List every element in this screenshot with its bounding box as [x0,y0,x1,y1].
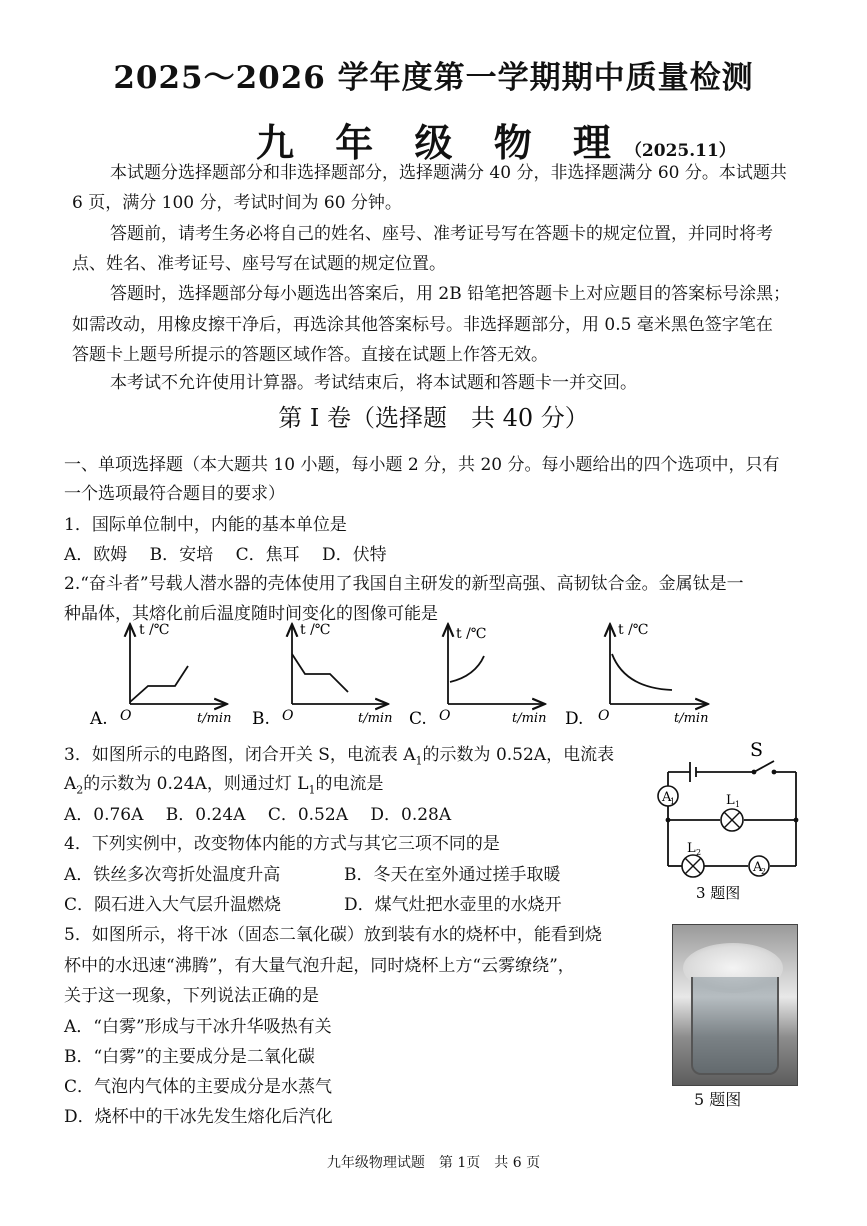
graph-b-ylabel: t /℃ [300,622,331,638]
instruction-line: 如需改动，用橡皮擦干净后，再选涂其他答案标号。非选择题部分，用 0.5 毫米黑色签字笔在 [72,315,773,335]
q4-option-a: A．铁丝多次弯折处温度升高 [64,865,281,885]
ammeter-a1 [658,786,678,806]
lamp-l1 [721,793,743,831]
q4-option-b: B．冬天在室外通过搓手取暖 [344,865,561,885]
q4-option-d: D．煤气灶把水壶里的水烧开 [344,895,562,915]
page-footer: 九年级物理试题 第 1页 共 6 页 [326,1155,541,1171]
svg-text:A: A [662,790,672,805]
q3-sub: 1 [308,783,316,797]
q3-stem [64,740,614,767]
dry-ice-beaker-photo [672,924,798,1086]
graph-a-curve [130,666,188,702]
graph-a-xlabel: t/min [197,711,232,726]
q3-text: 的示数为 0.24A，则通过灯 L [83,774,309,794]
graph-d-ylabel: t /℃ [618,622,649,638]
graph-c-ylabel: t /℃ [456,626,487,642]
q3-text: 的电流是 [315,774,384,794]
graph-a-label: A. [90,709,108,729]
q2-stem: 2.“奋斗者”号载人潜水器的壳体使用了我国自主研发的新型高强、高韧钛合金。金属钛是一 [64,574,744,594]
graph-c-xlabel: t/min [512,711,547,726]
q4-stem: 4．下列实例中，改变物体内能的方式与其它三项不同的是 [64,834,500,854]
graph-b-xlabel: t/min [358,711,393,726]
q5-option-a: A．“白雾”形成与干冰升华吸热有关 [64,1017,332,1037]
q5-stem: 5．如图所示，将干冰（固态二氧化碳）放到装有水的烧杯中，能看到烧 [64,925,602,945]
q3-text: A [64,774,77,794]
instruction-line: 点、姓名、准考证号、座号写在试题的规定位置。 [72,254,446,274]
svg-text:1: 1 [735,800,741,809]
graph-d [565,622,708,729]
graph-b-curve [292,654,348,692]
q3-stem [64,769,384,796]
graph-d-xlabel: t/min [674,711,709,726]
svg-text:2: 2 [761,867,767,876]
subject-name: 九 年 级 物 理 [256,120,625,165]
svg-text:A: A [753,860,763,875]
graph-d-curve [612,654,672,690]
graph-c [409,626,546,729]
beaker-illustration [691,977,779,1075]
q5-stem: 关于这一现象，下列说法正确的是 [64,986,319,1006]
svg-text:2: 2 [696,848,702,857]
switch-lever [754,761,774,772]
graph-c-label: C. [409,709,427,729]
q5-figure-caption: 5 题图 [694,1090,742,1109]
q3-options: A．0.76A B．0.24A C．0.52A D．0.28A [64,805,452,825]
instruction-line: 本考试不允许使用计算器。考试结束后，将本试题和答题卡一并交回。 [110,373,637,393]
graph-c-curve [450,656,484,682]
q3-circuit-diagram [650,742,810,908]
exam-date: （2025.11） [624,141,736,161]
q4-option-c: C．陨石进入大气层升温燃烧 [64,895,282,915]
q3-figure-caption: 3 题图 [696,884,741,902]
graph-b [252,622,392,729]
q3-text: 的示数为 0.52A，电流表 [422,745,615,765]
part-heading: 一、单项选择题（本大题共 10 小题，每小题 2 分，共 20 分。每小题给出的四个选项中，只有 [64,455,780,475]
q1-options: A．欧姆 B．安培 C．焦耳 D．伏特 [64,545,387,565]
instruction-line: 答题前，请考生务必将自己的姓名、座号、准考证号写在答题卡的规定位置，并同时将考 [110,224,773,244]
lamp-l2 [682,841,704,877]
graph-a-ylabel: t /℃ [139,622,170,638]
instruction-line: 答题卡上题号所提示的答题区域作答。直接在试题上作答无效。 [72,345,548,365]
q3-text: 3．如图所示的电路图，闭合开关 S，电流表 A [64,745,416,765]
instruction-line: 本试题分选择题部分和非选择题部分，选择题满分 40 分，非选择题满分 60 分。本试题共 [110,163,787,183]
svg-text:1: 1 [670,797,676,806]
graph-c-origin: O [439,708,451,724]
q5-option-b: B．“白雾”的主要成分是二氧化碳 [64,1047,315,1067]
exam-title: 2025～2026 学年度第一学期期中质量检测 [113,60,754,96]
graph-b-label: B. [252,709,270,729]
svg-text:L: L [687,841,696,856]
part-heading: 一个选项最符合题目的要求） [64,484,285,504]
q1-stem: 1．国际单位制中，内能的基本单位是 [64,515,347,535]
svg-text:L: L [726,793,735,808]
q2-graphs [0,618,867,730]
switch-label: S [750,742,764,761]
q5-option-d: D．烧杯中的干冰先发生熔化后汽化 [64,1107,333,1127]
q2-stem: 种晶体，其熔化前后温度随时间变化的图像可能是 [64,604,438,624]
q5-stem: 杯中的水迅速“沸腾”，有大量气泡升起，同时烧杯上方“云雾缭绕”， [64,956,575,976]
q5-option-c: C．气泡内气体的主要成分是水蒸气 [64,1077,333,1097]
ammeter-a2 [749,856,769,876]
graph-a [89,622,231,729]
graph-d-label: D. [565,709,584,729]
q3-sub: 1 [415,754,423,768]
q3-sub: 2 [76,783,84,797]
graph-b-origin: O [282,708,294,724]
instruction-line: 答题时，选择题部分每小题选出答案后，用 2B 铅笔把答题卡上对应题目的答案标号涂黑； [110,284,791,304]
section-title: 第 I 卷（选择题 共 40 分） [278,404,589,432]
instruction-line: 6 页，满分 100 分，考试时间为 60 分钟。 [72,193,402,213]
graph-a-origin: O [120,708,132,724]
graph-d-origin: O [598,708,610,724]
